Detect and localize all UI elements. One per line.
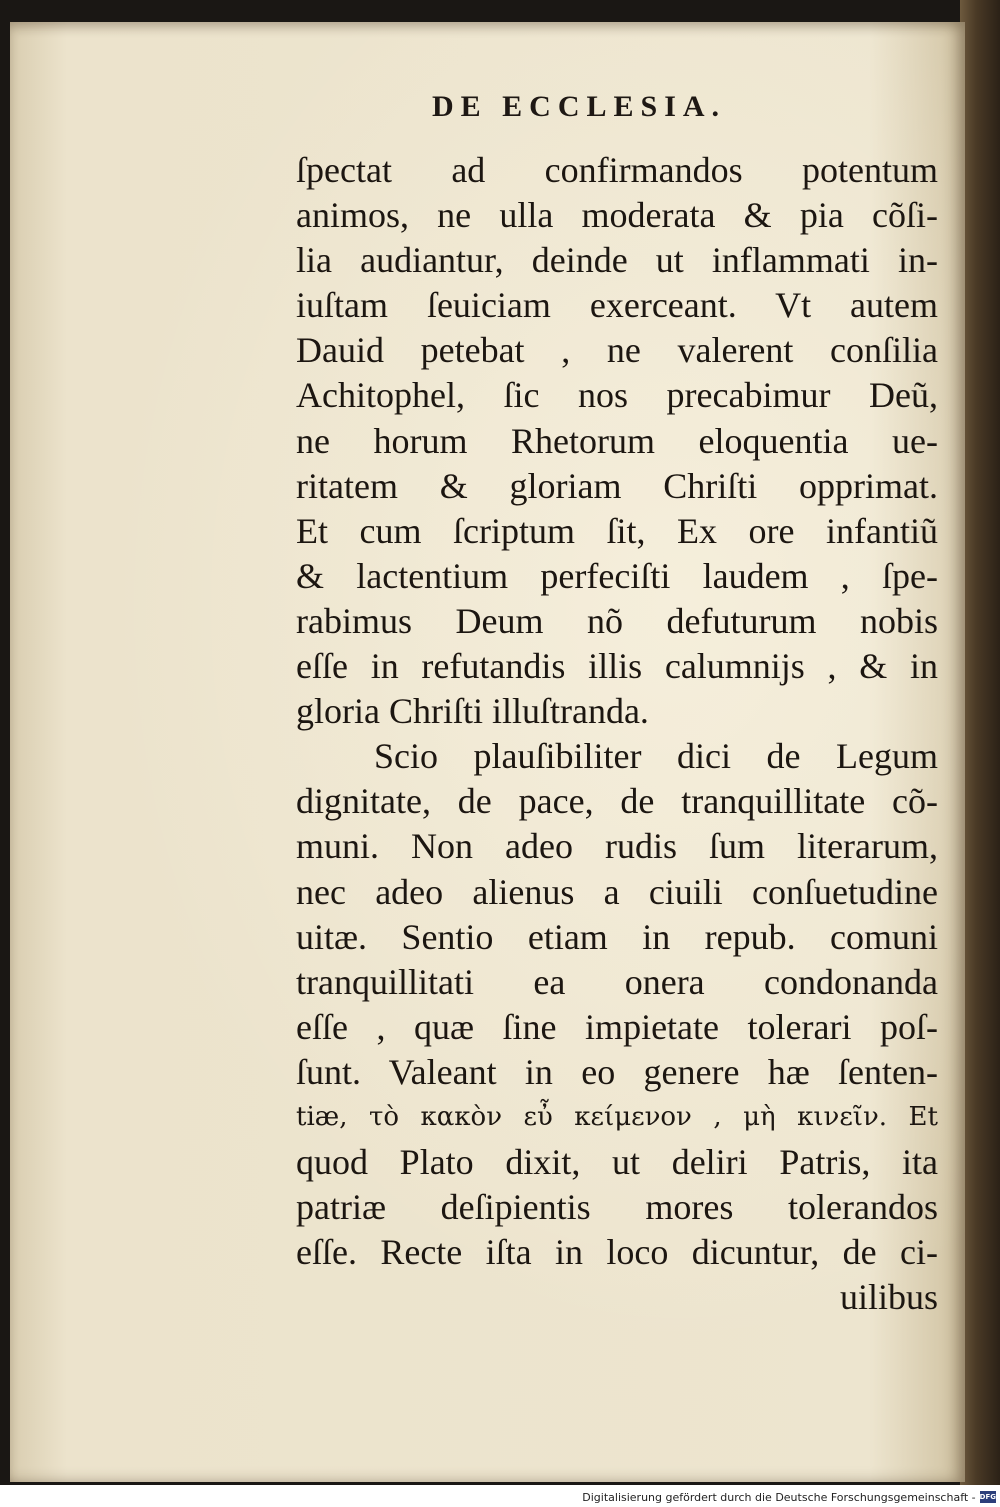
text-line: tranquillitati ea onera condonanda	[296, 961, 938, 1002]
text-line: dignitate, de pace, de tranquillitate cõ-	[296, 781, 938, 822]
body-text	[296, 148, 938, 1320]
catchword: uilibus	[839, 1277, 938, 1318]
text-line: eſſe , quæ ſine impietate tolerari poſ-	[296, 1006, 938, 1047]
book-binding-edge	[960, 0, 1000, 1485]
text-line: Achitophel, ſic nos precabimur Deũ,	[296, 375, 938, 416]
text-line: iuſtam ſeuiciam exerceant. Vt autem	[296, 285, 938, 326]
text-line: quod Plato dixit, ut deliri Patris, ita	[296, 1142, 938, 1183]
text-line: animos, ne ulla moderata & pia cõſi-	[296, 195, 938, 236]
text-line: uitæ. Sentio etiam in repub. comuni	[296, 916, 938, 957]
text-line: eſſe in refutandis illis calumnijs , & in	[296, 646, 938, 687]
text-line: nec adeo alienus a ciuili conſuetudine	[296, 871, 938, 912]
text-line: rabimus Deum nõ defuturum nobis	[296, 600, 938, 641]
digitization-footer	[582, 1487, 1000, 1507]
text-line: ſpectat ad confirmandos potentum	[296, 150, 938, 190]
text-line: ritatem & gloriam Chriſti opprimat.	[296, 465, 938, 506]
text-line: & lactentium perfeciſti laudem , ſpe-	[296, 555, 938, 596]
text-line: ne horum Rhetorum eloquentia ue-	[296, 420, 938, 461]
text-line-greek: tiæ, τὸ κακὸν εὖ κείμενον , μὴ κινεῖν. Et	[296, 1101, 938, 1132]
dfg-logo-icon: DFG	[979, 1493, 996, 1501]
text-line: gloria Chriſti illuſtranda.	[296, 691, 649, 732]
text-line: muni. Non adeo rudis ſum literarum,	[296, 826, 938, 867]
footer-credit-text: Digitalisierung gefördert durch die Deutsche Forschungsgemeinschaft -	[582, 1490, 976, 1504]
text-line: Scio plauſibiliter dici de Legum	[374, 736, 938, 777]
text-line: eſſe. Recte iſta in loco dicuntur, de ci-	[296, 1232, 938, 1273]
text-line: Dauid petebat , ne valerent conſilia	[296, 330, 938, 371]
text-line: patriæ deſipientis mores tolerandos	[296, 1187, 938, 1228]
text-line: Et cum ſcriptum ſit, Ex ore infantiũ	[296, 510, 938, 551]
text-line: ſunt. Valeant in eo genere hæ ſenten-	[296, 1051, 938, 1092]
text-line: lia audiantur, deinde ut inflammati in-	[296, 240, 938, 281]
running-head: DE ECCLESIA.	[432, 90, 727, 123]
